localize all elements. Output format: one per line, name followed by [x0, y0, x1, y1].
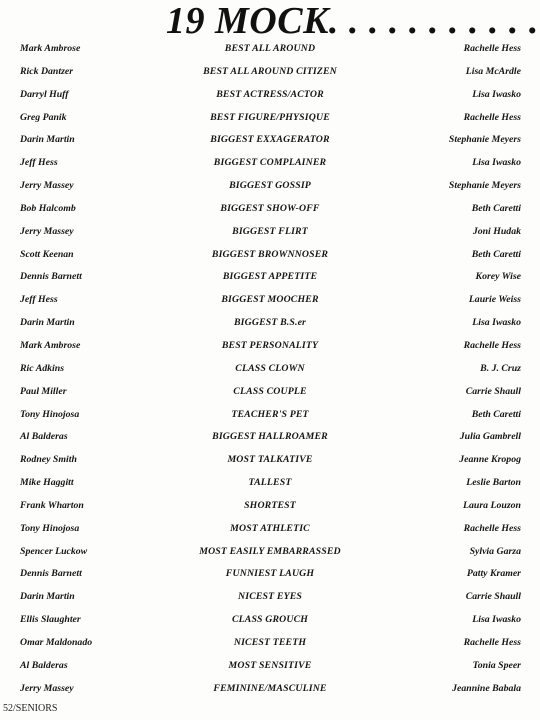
award-row: [0, 633, 540, 656]
award-row: [0, 290, 540, 313]
female-winner-name: Korey Wise: [475, 271, 521, 283]
award-category: TEACHER'S PET: [231, 408, 309, 420]
female-winner-name: Laura Louzon: [463, 499, 521, 511]
female-winner-name: Leslie Barton: [466, 477, 521, 489]
award-row: [0, 564, 540, 587]
award-category: BIGGEST HALLROAMER: [212, 431, 328, 443]
award-row: [0, 222, 540, 245]
male-winner-name: Tony Hinojosa: [20, 522, 80, 534]
award-row: [0, 245, 540, 268]
male-winner-name: Spencer Luckow: [20, 545, 88, 557]
award-row: [0, 405, 540, 428]
male-winner-name: Al Balderas: [20, 431, 68, 443]
female-winner-name: Laurie Weiss: [468, 294, 521, 306]
female-winner-name: Lisa Iwasko: [472, 614, 521, 626]
female-winner-name: Julia Gambrell: [459, 431, 521, 443]
award-row: [0, 496, 540, 519]
award-row: [0, 427, 540, 450]
award-row: [0, 473, 540, 496]
female-winner-name: Carrie Shaull: [465, 591, 521, 603]
female-winner-name: Stephanie Meyers: [448, 134, 521, 146]
male-winner-name: Darin Martin: [20, 134, 75, 146]
award-row: [0, 313, 540, 336]
female-winner-name: Beth Caretti: [471, 248, 521, 260]
female-winner-name: Lisa Iwasko: [472, 88, 521, 100]
female-winner-name: Rachelle Hess: [463, 636, 521, 648]
award-category: BIGGEST COMPLAINER: [213, 157, 327, 169]
male-winner-name: Darryl Huff: [20, 88, 69, 100]
male-winner-name: Jeff Hess: [20, 294, 58, 306]
award-row: [0, 153, 540, 176]
award-category: BEST PERSONALITY: [221, 339, 319, 351]
male-winner-name: Jerry Massey: [20, 225, 74, 237]
male-winner-name: Rick Dantzer: [20, 65, 74, 77]
male-winner-name: Greg Panik: [20, 111, 67, 123]
female-winner-name: Patty Kramer: [466, 568, 521, 580]
female-winner-name: Lisa Iwasko: [472, 317, 521, 329]
award-row: [0, 587, 540, 610]
male-winner-name: Mark Ambrose: [20, 43, 81, 54]
male-winner-name: Dennis Barnett: [20, 271, 82, 283]
female-winner-name: Lisa Iwasko: [472, 157, 521, 169]
male-winner-name: Al Balderas: [20, 659, 68, 671]
award-row: [0, 382, 540, 405]
award-category: MOST ATHLETIC: [230, 522, 310, 534]
award-row: [0, 519, 540, 542]
male-winner-name: Ellis Slaughter: [20, 614, 81, 626]
female-winner-name: Sylvia Garza: [469, 545, 521, 557]
male-winner-name: Mark Ambrose: [20, 339, 81, 351]
female-winner-name: Rachelle Hess: [463, 43, 521, 54]
female-winner-name: Rachelle Hess: [463, 111, 521, 123]
award-category: BEST FIGURE/PHYSIQUE: [210, 111, 330, 123]
award-category: NICEST TEETH: [233, 636, 307, 648]
female-winner-name: Rachelle Hess: [463, 339, 521, 351]
award-category: BIGGEST EXXAGERATOR: [210, 134, 330, 146]
male-winner-name: Frank Wharton: [20, 499, 84, 511]
award-row: [0, 610, 540, 633]
award-row: [0, 176, 540, 199]
award-category: BIGGEST B.S.er: [233, 317, 307, 329]
award-category: BIGGEST GOSSIP: [229, 180, 311, 192]
award-row: [0, 62, 540, 85]
male-winner-name: Darin Martin: [20, 591, 75, 603]
award-row: [0, 359, 540, 382]
award-row: [0, 39, 540, 62]
award-row: [0, 85, 540, 108]
male-winner-name: Jerry Massey: [20, 180, 74, 192]
award-category: BEST ACTRESS/ACTOR: [216, 88, 324, 100]
award-row: [0, 542, 540, 565]
award-category: FUNNIEST LAUGH: [225, 568, 315, 580]
male-winner-name: Jeff Hess: [20, 157, 58, 169]
page-title: 19 MOCK. . . . . . . . . . .: [166, 0, 539, 42]
male-winner-name: Darin Martin: [20, 317, 75, 329]
award-category: NICEST EYES: [238, 591, 302, 603]
male-winner-name: Tony Hinojosa: [20, 408, 80, 420]
award-row: [0, 450, 540, 473]
page-footer: 52/SENIORS: [3, 703, 58, 714]
award-category: CLASS CLOWN: [235, 362, 305, 374]
award-row: [0, 267, 540, 290]
award-category: BIGGEST MOOCHER: [221, 294, 319, 306]
award-row: [0, 336, 540, 359]
female-winner-name: Jeannine Babala: [452, 682, 521, 694]
male-winner-name: Omar Maldonado: [20, 636, 93, 648]
male-winner-name: Paul Miller: [20, 385, 67, 397]
award-category: BIGGEST SHOW-OFF: [220, 202, 320, 214]
female-winner-name: Jeanne Kropog: [459, 454, 521, 466]
male-winner-name: Dennis Barnett: [20, 568, 82, 580]
female-winner-name: Lisa McArdle: [465, 65, 521, 77]
award-row: [0, 130, 540, 153]
award-category: BIGGEST FLIRT: [232, 225, 308, 237]
award-row: [0, 656, 540, 679]
award-category: MOST EASILY EMBARRASSED: [199, 545, 341, 557]
award-list: [0, 39, 540, 701]
male-winner-name: Mike Haggitt: [20, 477, 74, 489]
award-row: [0, 199, 540, 222]
award-category: BIGGEST BROWNNOSER: [211, 248, 329, 260]
award-category: FEMININE/MASCULINE: [213, 682, 327, 694]
male-winner-name: Scott Keenan: [20, 248, 74, 260]
male-winner-name: Jerry Massey: [20, 682, 74, 694]
award-category: MOST SENSITIVE: [228, 659, 312, 671]
award-category: BIGGEST APPETITE: [222, 271, 318, 283]
award-row: [0, 679, 540, 702]
award-row: [0, 108, 540, 131]
award-category: BEST ALL AROUND CITIZEN: [203, 65, 337, 77]
female-winner-name: Beth Caretti: [471, 408, 521, 420]
award-category: MOST TALKATIVE: [227, 454, 313, 466]
male-winner-name: Ric Adkins: [20, 362, 65, 374]
female-winner-name: Stephanie Meyers: [448, 180, 521, 192]
female-winner-name: Carrie Shaull: [465, 385, 521, 397]
award-category: CLASS GROUCH: [231, 614, 309, 626]
female-winner-name: Tonia Speer: [472, 659, 521, 671]
male-winner-name: Rodney Smith: [20, 454, 77, 466]
award-category: BEST ALL AROUND: [224, 43, 316, 54]
female-winner-name: B. J. Cruz: [480, 362, 521, 374]
male-winner-name: Bob Halcomb: [20, 202, 76, 214]
award-category: CLASS COUPLE: [233, 385, 307, 397]
award-category: TALLEST: [248, 477, 292, 489]
female-winner-name: Beth Caretti: [471, 202, 521, 214]
award-category: SHORTEST: [244, 499, 296, 511]
female-winner-name: Rachelle Hess: [463, 522, 521, 534]
female-winner-name: Joni Hudak: [472, 225, 521, 237]
